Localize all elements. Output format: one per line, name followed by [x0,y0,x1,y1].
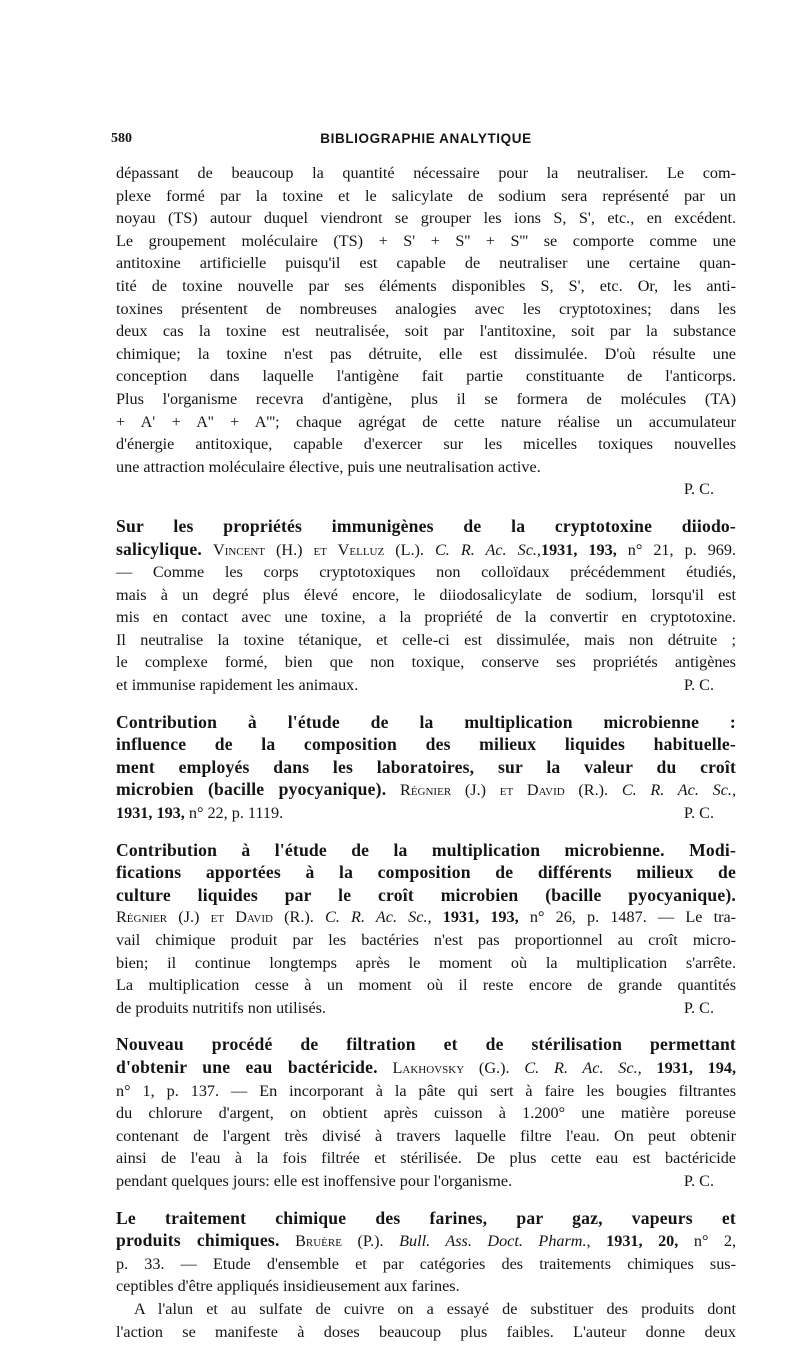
entry-title: ment employés dans les laboratoires, sur la valeur du croît [116,756,736,777]
text-line: — Comme les corps cryptotoxiques non colloïdaux précédemment étudiés, [116,563,736,582]
citation-issue-page: n° 26, p. 1487. [529,908,647,927]
text-line-content: — Le tra- [657,908,737,927]
text-line: La multiplication cesse à un moment où il reste encore de grande quantités [116,976,736,995]
entry-title: Contribution à l'étude de la multiplication microbienne : [116,711,736,732]
citation-line [116,538,736,562]
citation-line [116,802,736,825]
abstract-entry [116,1033,736,1192]
citation-journal: C. R. Ac. Sc., [524,1058,642,1077]
text-line [116,1170,736,1193]
entry-title: influence de la composition des milieux liquides habituelle- [116,734,736,755]
citation-journal: Bull. Ass. Doct. Pharm., [399,1232,591,1251]
entry-title: d'obtenir une eau bactéricide. [116,1056,378,1077]
text-line: A l'alun et au sulfate de cuivre on a essayé de substituer des produits dont [134,1299,736,1318]
text-line [116,1080,736,1103]
entry-title: fications apportées à la composition de différents milieux de [116,862,736,883]
citation-authors: Bruère (P.). [295,1232,384,1251]
author-initials: P. C. [683,1171,714,1190]
page-header [111,128,736,150]
citation-year-volume: 1931, 194, [656,1058,737,1077]
entry-title: Contribution à l'étude de la multiplication microbienne. Modi- [116,839,736,860]
text-line: plexe formé par la toxine et le salicylate de sodium sera représenté par un [116,186,736,205]
text-line-content: et immunise rapidement les animaux. [116,676,359,695]
citation-authors: Régnier (J.) et David (R.). [400,781,609,800]
page-body [116,162,736,1343]
entry-title: salicylique. [116,538,202,559]
abstract-entry [116,1207,736,1344]
citation-line [116,1229,736,1253]
abstract-entry [116,839,736,1020]
page-number: 580 [111,131,132,146]
text-line: tité de toxine nouvelle par ses éléments disponibles S, S', etc. Or, les anti- [116,276,736,295]
text-line: noyau (TS) autour duquel viendront se grouper les ions S, S', etc., en excédent. [116,209,736,228]
citation-authors: Régnier (J.) et David (R.). [116,908,314,927]
citation-year-volume: 1931, 193, [442,908,519,927]
text-line: p. 33. — Etude d'ensemble et par catégories des traitements chimiques sus- [116,1254,736,1273]
text-line: une attraction moléculaire élective, puis une neutralisation active. [116,457,541,476]
author-initials: P. C. [683,804,714,823]
text-line: vail chimique produit par les bactéries n'est pas proportionnel au croît micro- [116,931,736,949]
abstract-entry [116,711,736,825]
citation-journal: C. R. Ac. Sc., [325,908,432,927]
citation-authors: Lakhovsky (G.). [392,1058,510,1077]
text-line: chimique; la toxine n'est pas détruite, elle est dissimulée. D'où résulte une [116,344,736,363]
entry-title: produits chimiques. [116,1230,280,1251]
text-line: ceptibles d'être appliqués insidieusement aux farines. [116,1277,460,1296]
text-line: contenant de l'argent très divisé à travers laquelle filtre l'eau. On peut obtenir [116,1126,736,1145]
text-line [116,997,736,1020]
author-initials: P. C. [683,676,714,695]
entry-title: culture liquides par le croît microbien (bacille pyocyanique). [116,884,736,905]
citation-year-volume: 1931, 193, [540,540,617,559]
citation-issue-page: n° 2, [693,1232,737,1251]
text-line: toxines présentent de nombreuses analogies avec les cryptotoxines; dans les [116,299,736,318]
text-line: mis en contact avec une toxine, a la propriété de la convertir en cryptotoxine. [116,608,736,627]
text-line: d'énergie antitoxique, capable d'exercer sur les micelles toxiques nouvelles [116,435,736,454]
text-line: du chlorure d'argent, on obtient après cuisson à 1.200° une matière poreuse [116,1104,736,1123]
citation-line [116,778,736,802]
text-line: dépassant de beaucoup la quantité nécessaire pour la neutraliser. Le com- [116,164,736,182]
entry-title: microbien (bacille pyocyanique). [116,779,387,800]
author-initials: P. C. [683,480,714,499]
continuation-paragraph [116,162,736,501]
citation-issue-page: n° 1, p. 137. [116,1081,220,1100]
citation-journal: C. R. Ac. Sc., [621,781,737,800]
abstract-entry [116,515,736,697]
text-line: Il neutralise la toxine tétanique, et celle-ci est dissimulée, mais non détruite ; [116,630,736,649]
citation-year-volume: 1931, 193, [116,804,185,823]
text-line-content: — En incorporant à la pâte qui sert à faire les bougies filtrantes [231,1081,736,1100]
entry-title: Nouveau procédé de filtration et de stérilisation permettant [116,1034,736,1055]
entry-title: Le traitement chimique des farines, par gaz, vapeurs et [116,1207,736,1228]
running-title: BIBLIOGRAPHIE ANALYTIQUE [320,131,532,146]
text-line-content: pendant quelques jours: elle est inoffensive pour l'organisme. [116,1171,513,1190]
text-line: l'action se manifeste à doses beaucoup plus faibles. L'auteur donne deux [116,1322,736,1341]
text-line: bien; il continue longtemps après le moment où la multiplication s'arrête. [116,953,736,972]
text-line: Plus l'organisme recevra d'antigène, plus il se formera de molécules (TA) [116,389,736,408]
text-line: mais à un degré plus élevé encore, le diiodosalicylate de sodium, lorsqu'il est [116,585,736,604]
text-line: le complexe formé, bien que non toxique, conserve ses propriétés antigènes [116,653,736,672]
citation-authors: Vincent (H.) et Velluz (L.). [213,540,424,559]
citation-line [116,906,736,929]
text-line: Le groupement moléculaire (TS) + S' + S'' + S''' se comporte comme une [116,231,736,250]
text-line: conception dans laquelle l'antigène fait partie constituante de l'anticorps. [116,367,736,386]
citation-issue-page: n° 21, p. 969. [627,540,737,559]
author-initials: P. C. [683,998,714,1017]
citation-line [116,1056,736,1080]
citation-issue-page: n° 22, p. 1119. [188,804,284,823]
text-line-content: de produits nutritifs non utilisés. [116,998,326,1017]
citation-journal: C. R. Ac. Sc., [434,540,541,559]
text-line: deux cas la toxine est neutralisée, soit par l'antitoxine, soit par la substance [116,322,736,341]
text-line [116,674,736,697]
entry-title: Sur les propriétés immunigènes de la cryptotoxine diiodo- [116,515,736,536]
text-line: + A' + A'' + A'''; chaque agrégat de cette nature réalise un accumulateur [116,412,736,431]
text-line: ainsi de l'eau à la fois filtrée et stérilisée. De plus cette eau est bactéricide [116,1149,736,1168]
text-line: antitoxine artificielle puisqu'il est capable de neutraliser une certaine quan- [116,254,736,273]
citation-year-volume: 1931, 20, [606,1232,679,1251]
